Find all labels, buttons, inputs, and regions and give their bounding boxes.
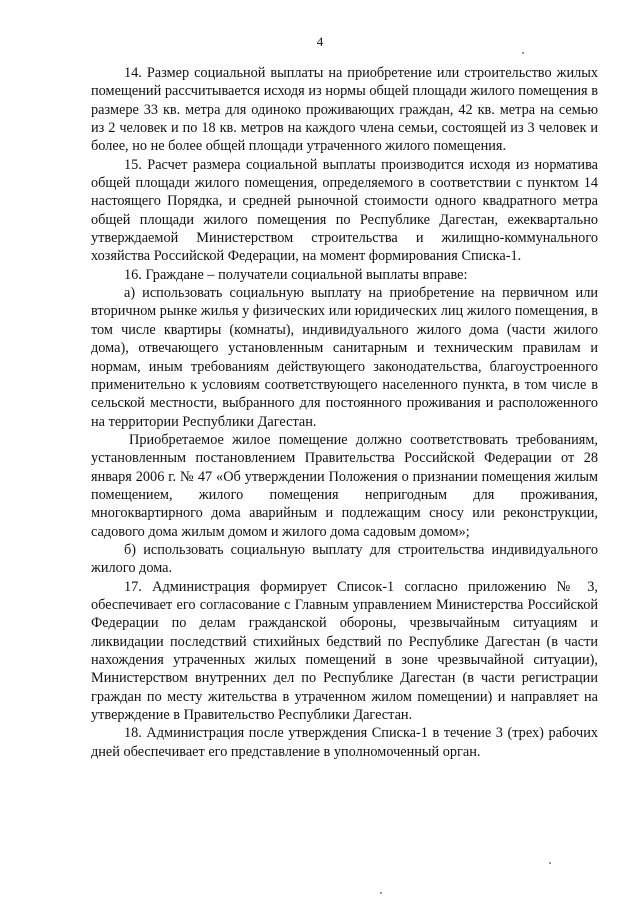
paragraph-15: 15. Расчет размера социальной выплаты производится исходя из норматива общей площади жилого помещения, определяемого в соответствии с пунктом 14 настоящего Порядка, и средней рыночной стоимости одного квадратного метра общей площади жилого помещения по Республике Дагестан, ежеквартально утверждаемой Министерством строительства и жилищно-коммунального хозяйства Российской Федерации, на момент формирования Списка-1. bbox=[91, 156, 598, 265]
paragraph-18: 18. Администрация после утверждения Списка-1 в течение 3 (трех) рабочих дней обеспечивает его представление в уполномоченный орган. bbox=[91, 725, 598, 760]
paragraph-16-b: б) использовать социальную выплату для строительства индивидуального жилого дома. bbox=[91, 541, 598, 577]
document-body bbox=[91, 64, 598, 761]
paragraph-16: 16. Граждане – получатели социальной выплаты вправе: bbox=[124, 266, 468, 283]
scan-speck bbox=[522, 52, 524, 54]
scan-speck bbox=[380, 892, 382, 894]
paragraph-14: 14. Размер социальной выплаты на приобретение или строительство жилых помещений рассчитывается исходя из нормы общей площади жилого помещения в размере 33 кв. метра для одиноко проживающих граждан, 42 кв. метра на семью из 2 человек и по 18 кв. метров на каждого члена семьи, состоящей из 3 человек и более, но не более общей площади утраченного жилого помещения. bbox=[91, 65, 598, 155]
paragraph-17: 17. Администрация формирует Список-1 согласно приложению № 3, обеспечивает его согласование с Главным управлением Министерства Российской Федерации по делам гражданской обороны, чрезвычайным ситуациям и ликвидации последствий стихийных бедствий по Республике Дагестан (в части нахождения утраченных жилых помещений в зоне чрезвычайной ситуации), Министерством внутренних дел по Республике Дагестан (в части регистрации граждан по месту жительства в утраченном жилом помещении) и направляет на утверждение в Правительство Республики Дагестан. bbox=[91, 578, 598, 724]
paragraph-16-a-requirements: Приобретаемое жилое помещение должно соответствовать требованиям, установленным постановлением Правительства Российской Федерации от 28 января 2006 г. № 47 «Об утверждении Положения о признании помещения жилым помещением, жилого помещения непригодным для проживания, многоквартирного дома аварийным и подлежащим сносу или реконструкции, садового дома жилым домом и жилого дома садовым домом»; bbox=[91, 431, 598, 540]
paragraph-16-a: а) использовать социальную выплату на приобретение на первичном или вторичном рынке жилья у физических или юридических лиц жилого помещения, в том числе квартиры (комнаты), индивидуального жилого дома (части жилого дома), отвечающего установленным санитарным и техническим правилам и нормам, иным требованиям действующего законодательства, благоустроенного применительно к условиям соответствующего населенного пункта, в том числе в сельской местности, выбранного для постоянного проживания и расположенного на территории Республики Дагестан. bbox=[91, 285, 598, 430]
page-number: 4 bbox=[316, 34, 324, 49]
scan-speck bbox=[549, 862, 551, 864]
